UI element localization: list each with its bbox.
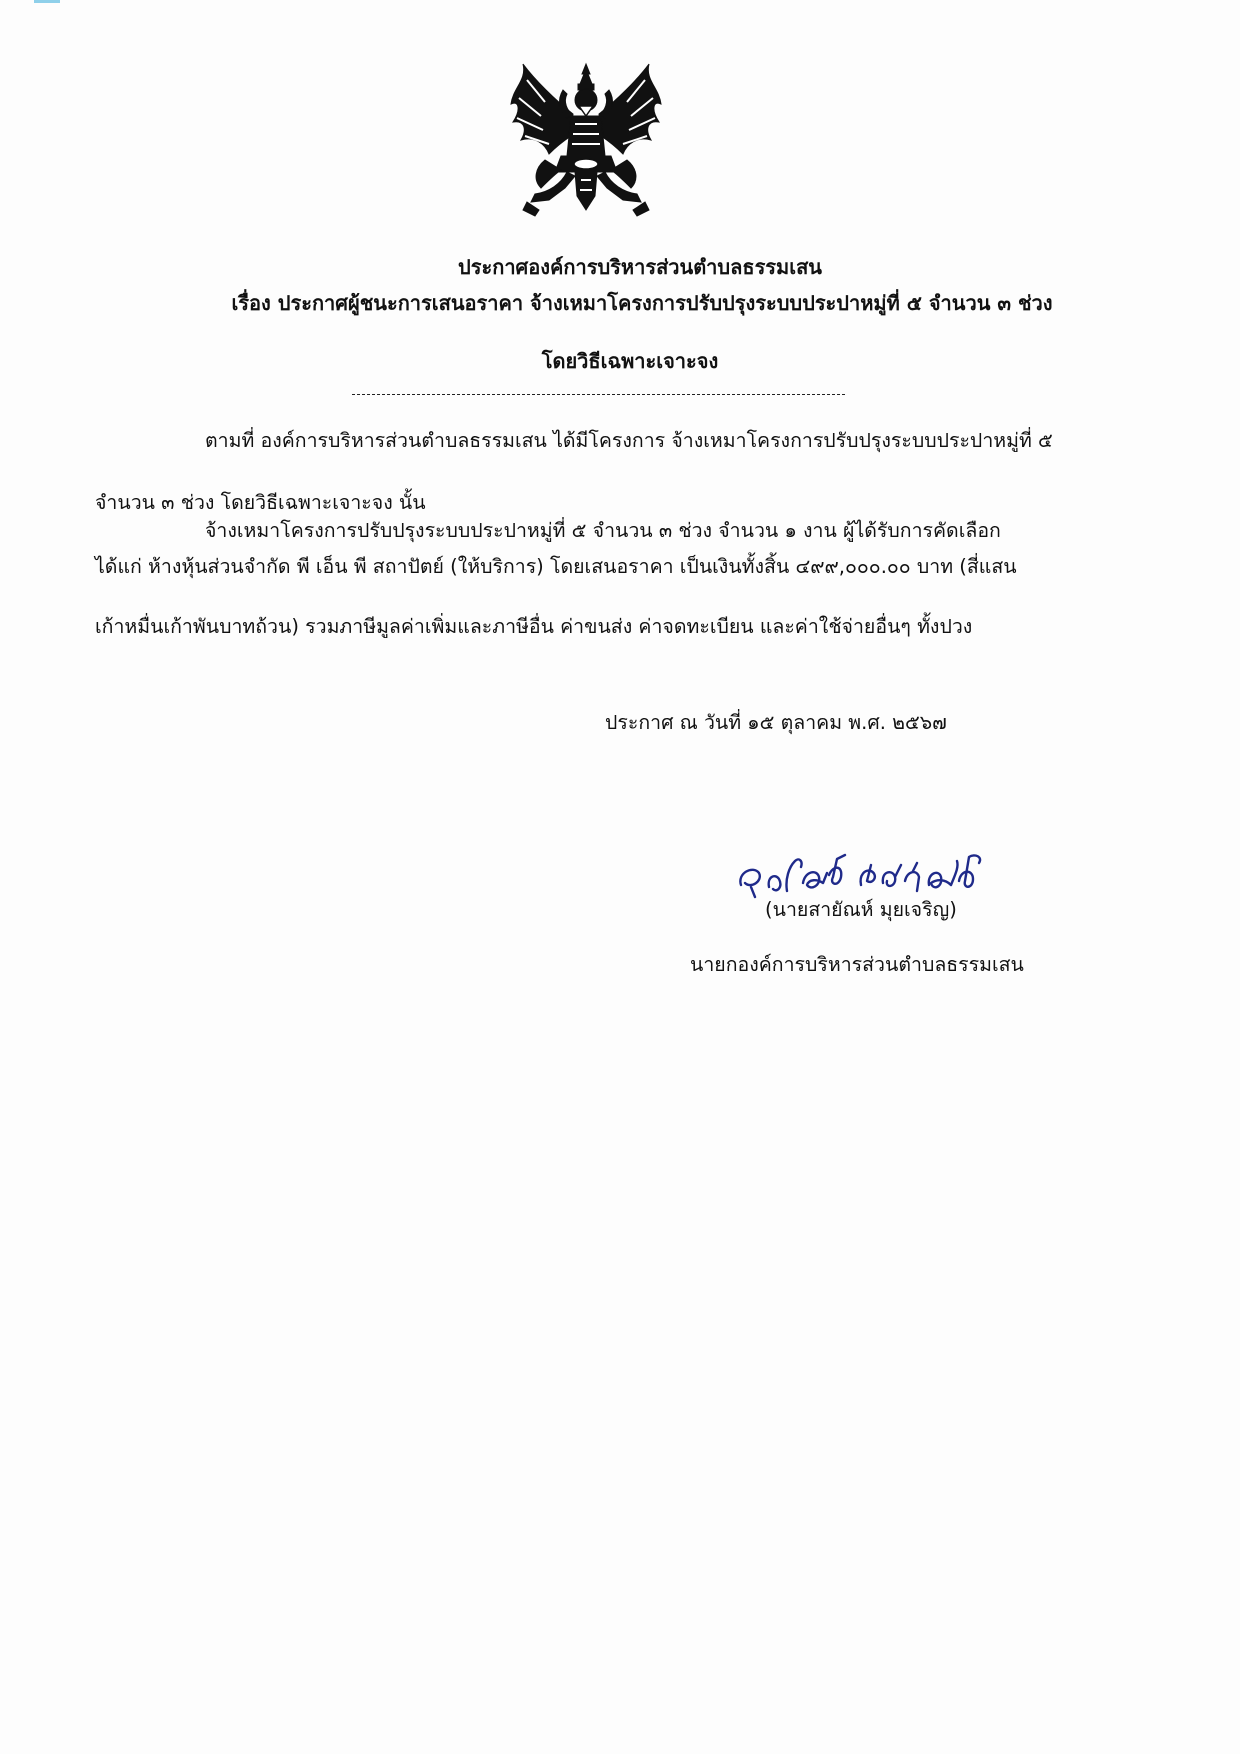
subject-heading: เรื่อง ประกาศผู้ชนะการเสนอราคา จ้างเหมาโครงการปรับปรุงระบบประปาหมู่ที่ ๕ จำนวน ๓ ช่วง <box>231 291 1053 315</box>
subject-method-heading: โดยวิธีเฉพาะเจาะจง <box>541 349 719 373</box>
org-announcement-title: ประกาศองค์การบริหารส่วนตำบลธรรมเสน <box>458 255 822 279</box>
dashed-divider <box>352 394 845 395</box>
paragraph2-line2: ได้แก่ ห้างหุ้นส่วนจำกัด พี เอ็น พี สถาปัตย์ (ให้บริการ) โดยเสนอราคา เป็นเงินทั้งสิ้น ๔๙๙,๐๐๐.๐๐ บาท (สี่แสน <box>95 555 1017 578</box>
signer-title: นายกองค์การบริหารส่วนตำบลธรรมเสน <box>690 953 1024 976</box>
garuda-emblem-icon <box>505 60 667 220</box>
paragraph1-line2: จำนวน ๓ ช่วง โดยวิธีเฉพาะเจาะจง นั้น <box>95 491 426 514</box>
paragraph2-line1: จ้างเหมาโครงการปรับปรุงระบบประปาหมู่ที่ ๕ จำนวน ๓ ช่วง จำนวน ๑ งาน ผู้ได้รับการคัดเลือก <box>205 519 1001 542</box>
paragraph1-line1: ตามที่ องค์การบริหารส่วนตำบลธรรมเสน ได้มีโครงการ จ้างเหมาโครงการปรับปรุงระบบประปาหมู่ที่ ๕ <box>205 429 1053 452</box>
signer-name: (นายสายัณห์ มุยเจริญ) <box>765 898 957 921</box>
scan-artifact <box>34 0 60 3</box>
announcement-date: ประกาศ ณ วันที่ ๑๕ ตุลาคม พ.ศ. ๒๕๖๗ <box>605 711 947 734</box>
paragraph2-line3: เก้าหมื่นเก้าพันบาทถ้วน) รวมภาษีมูลค่าเพิ่มและภาษีอื่น ค่าขนส่ง ค่าจดทะเบียน และค่าใช้จ่ายอื่นๆ ทั้งปวง <box>95 615 973 638</box>
